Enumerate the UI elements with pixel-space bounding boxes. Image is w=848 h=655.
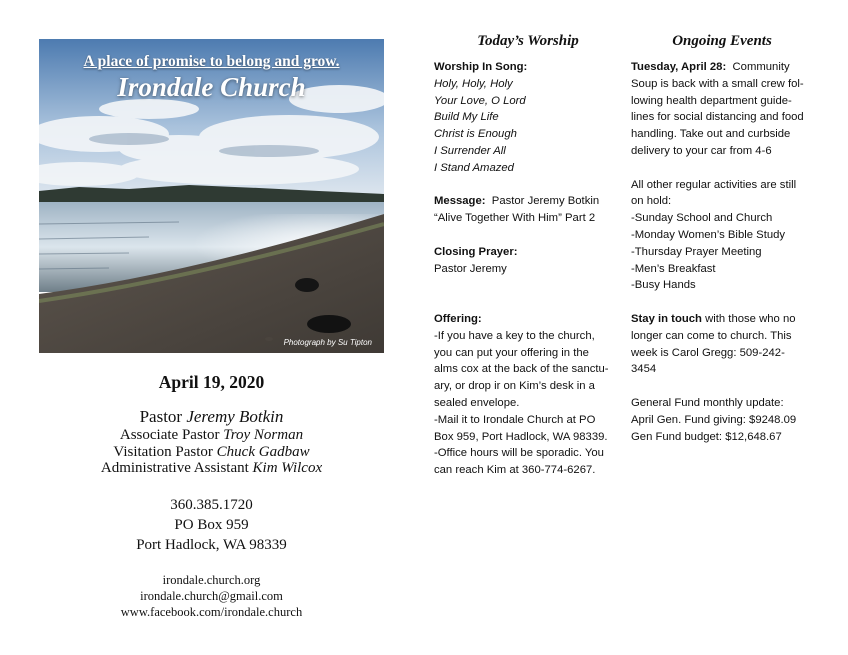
song-item: Christ is Enough <box>434 128 517 141</box>
stay-in-touch-line: Stay in touch with those who no <box>631 312 796 325</box>
on-hold-item: -Busy Hands <box>631 279 696 292</box>
offering-label: Offering: <box>434 312 482 325</box>
on-hold-item: -Sunday School and Church <box>631 212 773 225</box>
on-hold-item: -Thursday Prayer Meeting <box>631 245 762 258</box>
church-name: Irondale Church <box>117 72 306 102</box>
offering-line: alms cox at the back of the sanctu- <box>434 363 609 376</box>
service-date: April 19, 2020 <box>158 372 265 392</box>
church-photo <box>39 39 384 353</box>
staff-visitation-pastor: Visitation Pastor Chuck Gadbaw <box>113 443 310 460</box>
stay-in-touch-line: week is Carol Gregg: 509-242- <box>631 346 785 359</box>
website-link[interactable]: irondale.church.org <box>162 573 261 587</box>
song-item: Your Love, O Lord <box>434 94 526 107</box>
email-link[interactable]: irondale.church@gmail.com <box>140 589 283 603</box>
staff-associate-pastor: Associate Pastor Troy Norman <box>119 427 304 443</box>
offering-line: -Office hours will be sporadic. You <box>434 447 604 460</box>
song-item: Build My Life <box>434 111 499 124</box>
po-box: PO Box 959 <box>174 517 249 533</box>
phone-number: 360.385.1720 <box>170 497 253 513</box>
soup-event-line: lowing health department guide- <box>631 94 792 107</box>
song-item: I Surrender All <box>434 144 506 157</box>
stay-in-touch-line: 3454 <box>631 363 657 376</box>
staff-list <box>39 407 384 477</box>
staff-pastor: Pastor Jeremy Botkin <box>139 407 284 426</box>
offering-line: you can put your offering in the <box>434 346 589 359</box>
fund-line: General Fund monthly update: <box>631 396 784 409</box>
events-heading: Ongoing Events <box>672 33 772 49</box>
offering-line: ary, or drop ir on Kim’s desk in a <box>434 380 595 393</box>
soup-event-line: delivery to your car from 4-6 <box>631 144 772 157</box>
song-item: I Stand Amazed <box>434 161 514 174</box>
offering-line: can reach Kim at 360-774-6267. <box>434 464 596 477</box>
soup-event-line: handling. Take out and curbside <box>631 128 791 141</box>
contact-info <box>39 495 384 555</box>
on-hold-item: -Men’s Breakfast <box>631 262 716 275</box>
closing-prayer-label: Closing Prayer: <box>434 245 518 258</box>
tagline: A place of promise to belong and grow. <box>83 53 340 70</box>
on-hold-line: on hold: <box>631 195 672 208</box>
staff-admin-assistant: Administrative Assistant Kim Wilcox <box>100 460 323 476</box>
soup-event-line: Tuesday, April 28: Community <box>631 61 790 73</box>
soup-event-line: lines for social distancing and food <box>631 111 804 124</box>
closing-prayer-speaker: Pastor Jeremy <box>434 262 507 275</box>
worship-column <box>434 33 622 479</box>
fund-line: April Gen. Fund giving: $9248.09 <box>631 413 797 426</box>
offering-line: Box 959, Port Hadlock, WA 98339. <box>434 430 608 443</box>
offering-line: -If you have a key to the church, <box>434 329 595 342</box>
soup-event-line: Soup is back with a small crew fol- <box>631 77 804 90</box>
message-line: Message: Pastor Jeremy Botkin <box>434 195 600 208</box>
message-title: “Alive Together With Him” Part 2 <box>434 212 596 225</box>
fund-line: Gen Fund budget: $12,648.67 <box>631 430 782 443</box>
on-hold-item: -Monday Women’s Bible Study <box>631 228 786 241</box>
worship-heading: Today’s Worship <box>477 33 579 49</box>
facebook-link[interactable]: www.facebook.com/irondale.church <box>120 605 303 619</box>
web-links <box>39 572 384 620</box>
song-item: Holy, Holy, Holy <box>434 77 513 90</box>
on-hold-line: All other regular activities are still <box>631 178 797 191</box>
songs-label: Worship In Song: <box>434 61 528 73</box>
city-address: Port Hadlock, WA 98339 <box>136 537 287 553</box>
stay-in-touch-line: longer can come to church. This <box>631 329 792 342</box>
events-column <box>631 33 813 445</box>
offering-line: sealed envelope. <box>434 396 520 409</box>
offering-line: -Mail it to Irondale Church at PO <box>434 413 596 426</box>
photo-credit: Photograph by Su Tipton <box>283 338 372 347</box>
